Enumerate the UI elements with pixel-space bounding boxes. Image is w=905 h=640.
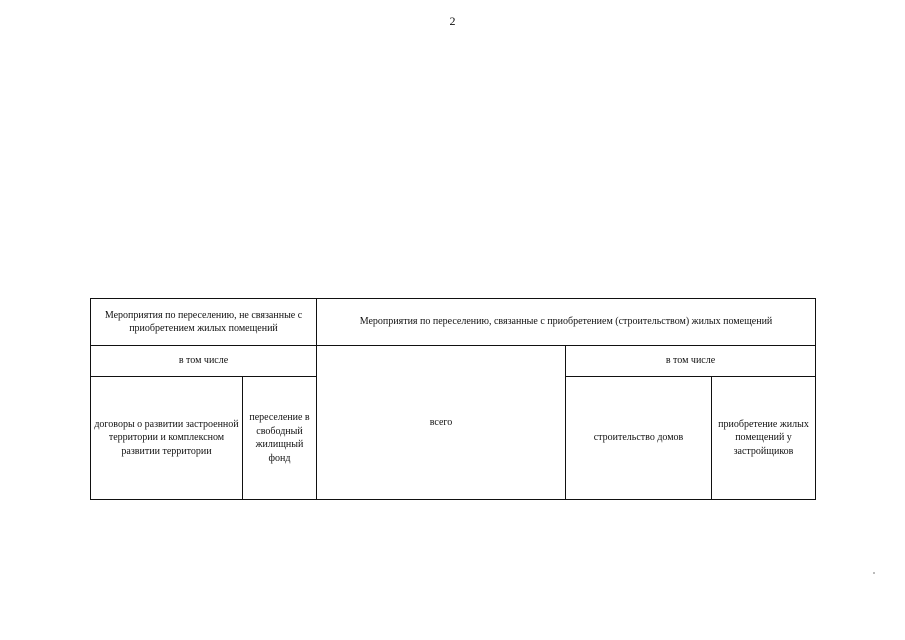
table-row (91, 299, 816, 346)
group-a-subtitle: в том числе (91, 346, 317, 377)
group-b-col-developer-purchase: приобретение жилых помещений у застройщиков (712, 377, 816, 500)
resettlement-measures-table-header (90, 298, 816, 500)
group-b-title: Мероприятия по переселению, связанные с приобретением (строительством) жилых помещений (317, 299, 816, 346)
group-b-subtitle: в том числе (566, 346, 816, 377)
group-a-title: Мероприятия по переселению, не связанные с приобретением жилых помещений (91, 299, 317, 346)
group-b-total: всего (317, 346, 566, 500)
table-row (91, 346, 816, 377)
group-b-col-house-construction: строительство домов (566, 377, 712, 500)
page-number: 2 (449, 14, 456, 28)
group-a-col-territory-development: договоры о развитии застроенной территории и комплексном развитии территории (91, 377, 243, 500)
group-a-col-free-housing-fund: переселение в свободный жилищный фонд (243, 377, 317, 500)
scan-speck (873, 572, 875, 574)
